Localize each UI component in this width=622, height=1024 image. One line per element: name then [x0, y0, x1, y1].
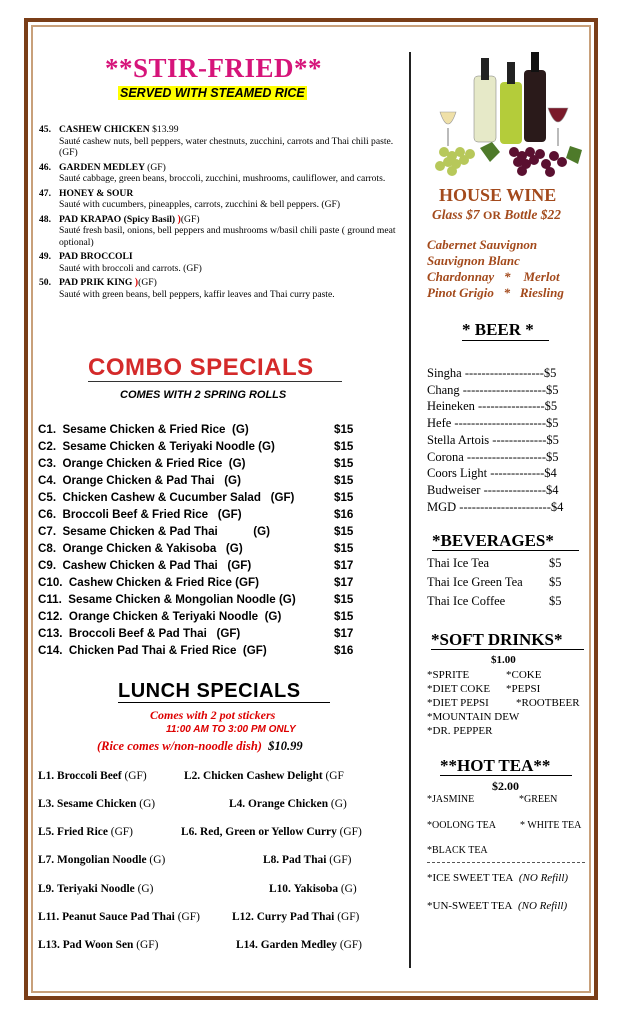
combo-item [38, 457, 358, 470]
wine-or: OR [483, 208, 502, 222]
ice-sweet-tea-note: (NO Refill) [518, 872, 569, 884]
beverage-price: $5 [549, 556, 562, 570]
lunch-item-tag: (GF) [337, 911, 360, 923]
stir-fried-title: **STIR-FRIED** [105, 53, 323, 83]
lunch-item [38, 883, 153, 895]
combo-item-label: C11. Sesame Chicken & Mongolian Noodle (G) [38, 593, 296, 606]
item-extra: $13.99 [152, 124, 179, 135]
lunch-item-name: Sesame Chicken [57, 798, 137, 810]
item-name: CASHEW CHICKEN [59, 124, 150, 135]
lunch-item [38, 798, 155, 810]
combo-item-label: C1. Sesame Chicken & Fried Rice (G) [38, 423, 249, 436]
combo-item-price: $16 [334, 508, 354, 521]
combo-item-price: $15 [334, 474, 354, 487]
item-description: Sauté with broccoli and carrots. (GF) [59, 262, 202, 274]
beverage-price: $5 [549, 594, 562, 608]
lunch-item-tag: (GF) [339, 939, 362, 951]
combo-item-label: C3. Orange Chicken & Fried Rice (G) [38, 457, 246, 470]
stir-fried-item-header [39, 124, 399, 136]
lunch-item [181, 826, 362, 838]
lunch-item-name: Fried Rice [57, 826, 108, 838]
combo-title: COMBO SPECIALS [88, 354, 314, 381]
lunch-item-name: Peanut Sauce Pad Thai [62, 911, 175, 923]
item-description: Sauté with green beans, bell peppers, kaffir leaves and Thai curry paste. [59, 288, 335, 300]
stir-fried-item [39, 251, 399, 274]
soft-drink-item: *DR. PEPPER [427, 725, 493, 737]
hot-tea-item: *OOLONG TEA [427, 820, 496, 831]
soft-drink-item: *PEPSI [506, 683, 541, 695]
beer-title: * BEER * [462, 320, 534, 339]
combo-item-price: $17 [334, 559, 354, 572]
item-number: 47. [39, 187, 51, 199]
combo-item [38, 508, 358, 521]
hot-tea-item: *GREEN [519, 794, 558, 805]
combo-subtitle: COMES WITH 2 SPRING ROLLS [120, 389, 287, 401]
soft-drink-item: *SPRITE [427, 669, 470, 681]
combo-item-price: $15 [334, 593, 354, 606]
lunch-item-number: L8. [263, 854, 280, 866]
lunch-item-tag: (G) [340, 883, 357, 895]
combo-item [38, 542, 358, 555]
wine-bottle-price: Bottle $22 [504, 207, 562, 222]
wine-bottles-image [430, 52, 588, 178]
combo-item-price: $16 [334, 644, 354, 657]
lunch-note-potstickers: Comes with 2 pot stickers [150, 708, 276, 722]
lunch-item-number: L5. [38, 826, 55, 838]
combo-item-label: C10. Cashew Chicken & Fried Rice (GF) [38, 576, 259, 589]
combo-item [38, 576, 358, 589]
lunch-item-name: Garden Medley [260, 939, 337, 951]
hot-tea-title-underline [440, 775, 572, 776]
lunch-item-name: Orange Chicken [248, 798, 329, 810]
lunch-item-name: Mongolian Noodle [57, 854, 147, 866]
hot-tea-item: *BLACK TEA [427, 845, 488, 856]
lunch-item-number: L10. [269, 883, 291, 895]
wine-line: Pinot Grigio * Riesling [427, 285, 564, 300]
soft-drink-item: *COKE [506, 669, 542, 681]
hot-tea-price: $2.00 [492, 779, 519, 793]
lunch-item-name: Chicken Cashew Delight [203, 770, 323, 782]
hot-tea-title: **HOT TEA** [440, 756, 551, 775]
item-name: GARDEN MEDLEY [59, 161, 145, 173]
stir-fried-item-header [39, 188, 399, 200]
lunch-rice-note: (Rice comes w/non-noodle dish) [97, 739, 262, 753]
lunch-item-name: Yakisoba [293, 883, 339, 895]
lunch-item-name: Pad Thai [282, 854, 327, 866]
lunch-item [229, 798, 347, 810]
combo-item-label: C2. Sesame Chicken & Teriyaki Noodle (G) [38, 440, 275, 453]
stir-fried-subtitle: SERVED WITH STEAMED RICE [120, 86, 305, 100]
lunch-item [232, 911, 359, 923]
item-number: 45. [39, 124, 51, 135]
lunch-item [38, 826, 133, 838]
item-extra: (GF) [147, 161, 166, 173]
combo-item [38, 423, 358, 436]
lunch-item-number: L11. [38, 911, 60, 923]
hot-tea-item: * WHITE TEA [520, 820, 582, 831]
spicy-pepper-icon: ) [177, 213, 181, 225]
soft-drink-item: *MOUNTAIN DEW [427, 711, 520, 723]
lunch-item-name: Teriyaki Noodle [57, 883, 135, 895]
combo-item-label: C7. Sesame Chicken & Pad Thai (G) [38, 525, 270, 538]
lunch-item-tag: (G) [137, 883, 154, 895]
wine-list [427, 237, 564, 301]
item-description: Sauté with cucumbers, pineapples, carrots, zucchini & bell peppers. (GF) [59, 199, 341, 210]
lunch-title-underline [118, 702, 330, 703]
lunch-item-tag: (GF) [339, 826, 362, 838]
lunch-item [269, 883, 357, 895]
lunch-item-number: L2. [184, 770, 201, 782]
stir-fried-item-header [39, 162, 399, 174]
beverages-title-underline [432, 550, 579, 551]
un-sweet-tea [427, 900, 567, 912]
lunch-item-tag: (GF) [177, 911, 200, 923]
soft-drinks-title-underline [431, 649, 584, 650]
combo-item [38, 610, 358, 623]
item-description: Sauté cabbage, green beans, broccoli, zucchini, mushrooms, cauliflower, and carrots. [59, 173, 386, 184]
lunch-item-name: Curry Pad Thai [256, 911, 335, 923]
lunch-item-tag: (GF) [136, 939, 159, 951]
combo-item-label: C14. Chicken Pad Thai & Fried Rice (GF) [38, 644, 267, 657]
combo-item-price: $15 [334, 542, 354, 555]
beverage-item [427, 575, 577, 590]
item-extra: (GF) [138, 277, 157, 288]
combo-item [38, 491, 358, 504]
combo-item-price: $15 [334, 440, 354, 453]
item-extra: (GF) [180, 213, 200, 225]
beer-item: Hefe ----------------------$5 [427, 416, 559, 431]
beverage-name: Thai Ice Tea [427, 556, 490, 570]
lunch-item-tag: (GF) [110, 826, 133, 838]
stir-fried-list [39, 124, 399, 303]
combo-item-price: $17 [334, 576, 354, 589]
item-description: Sauté fresh basil, onions, bell peppers and mushrooms w/basil chili paste ( ground meat optional) [59, 225, 396, 248]
item-name: PAD KRAPAO (Spicy Basil) [59, 213, 176, 225]
stir-fried-item [39, 162, 399, 185]
beverages-title: *BEVERAGES* [432, 531, 554, 550]
item-name: PAD BROCCOLI [59, 251, 133, 262]
ice-sweet-tea [427, 872, 568, 884]
item-number: 49. [39, 251, 51, 262]
combo-item-price: $15 [334, 525, 354, 538]
stir-fried-item-header [39, 251, 399, 263]
lunch-item-number: L3. [38, 798, 55, 810]
beer-title-underline [462, 340, 549, 341]
soft-drinks-price: $1.00 [491, 654, 516, 666]
combo-item-label: C6. Broccoli Beef & Fried Rice (GF) [38, 508, 242, 521]
column-divider [409, 52, 411, 968]
lunch-item-name: Red, Green or Yellow Curry [200, 826, 337, 838]
item-name: HONEY & SOUR [59, 187, 134, 199]
ice-sweet-tea-label: *ICE SWEET TEA [427, 872, 514, 884]
un-sweet-tea-label: *UN-SWEET TEA [427, 900, 513, 912]
combo-item [38, 440, 358, 453]
stir-fried-item [39, 277, 399, 300]
combo-item-label: C5. Chicken Cashew & Cucumber Salad (GF) [38, 491, 295, 504]
item-description: Sauté cashew nuts, bell peppers, water chestnuts, zucchini, carrots and Thai chili paste. (GF) [59, 135, 394, 158]
item-number: 50. [39, 277, 51, 288]
combo-item-label: C9. Cashew Chicken & Pad Thai (GF) [38, 559, 252, 572]
combo-item [38, 559, 358, 572]
lunch-item-tag: (GF) [329, 854, 352, 866]
lunch-item-number: L1. [38, 770, 55, 782]
combo-item-price: $15 [334, 457, 354, 470]
beverage-item [427, 594, 577, 609]
tea-divider [427, 862, 585, 863]
combo-item-label: C13. Broccoli Beef & Pad Thai (GF) [38, 627, 241, 640]
lunch-item [263, 854, 351, 866]
lunch-item-tag: (G) [330, 798, 347, 810]
lunch-item-tag: (GF) [124, 770, 147, 782]
hot-tea-item: *JASMINE [427, 794, 475, 805]
combo-item-label: C4. Orange Chicken & Pad Thai (G) [38, 474, 241, 487]
combo-item-price: $15 [334, 491, 354, 504]
beer-item: Corona -------------------$5 [427, 449, 559, 464]
lunch-item-tag: (G) [139, 798, 156, 810]
combo-item [38, 593, 358, 606]
stir-fried-item [39, 124, 399, 159]
stir-fried-item [39, 188, 399, 211]
lunch-item-tag: (GF [325, 770, 344, 782]
soft-drink-item: *DIET COKE [427, 683, 491, 695]
lunch-item-number: L6. [181, 826, 198, 838]
lunch-item-tag: (G) [149, 854, 166, 866]
stir-fried-item [39, 214, 399, 249]
wine-glass-price: Glass $7 [432, 207, 480, 222]
stir-fried-item-header [39, 214, 399, 226]
lunch-item-number: L7. [38, 854, 55, 866]
lunch-item-number: L4. [229, 798, 246, 810]
lunch-item-name: Broccoli Beef [57, 770, 122, 782]
wine-line: Sauvignon Blanc [427, 253, 520, 268]
beer-item: Stella Artois -------------$5 [427, 432, 559, 447]
beer-item: Budweiser ---------------$4 [427, 482, 559, 497]
beer-item: Heineken ----------------$5 [427, 399, 558, 414]
combo-item-price: $15 [334, 610, 354, 623]
beverage-name: Thai Ice Green Tea [427, 575, 523, 589]
lunch-item-number: L9. [38, 883, 55, 895]
lunch-price: $10.99 [268, 739, 303, 753]
lunch-item [38, 770, 147, 782]
item-name: PAD PRIK KING [59, 277, 133, 288]
un-sweet-tea-note: (NO Refill) [517, 900, 568, 912]
combo-item-label: C8. Orange Chicken & Yakisoba (G) [38, 542, 243, 555]
lunch-item-number: L13. [38, 939, 60, 951]
beer-item: Chang --------------------$5 [427, 382, 559, 397]
beverage-item [427, 556, 577, 571]
house-wine-title: HOUSE WINE [439, 185, 557, 205]
lunch-title: LUNCH SPECIALS [118, 680, 301, 702]
lunch-note-hours: 11:00 AM TO 3:00 PM ONLY [166, 724, 296, 735]
beer-item: Coors Light -------------$4 [427, 466, 557, 481]
lunch-item-name: Pad Woon Sen [62, 939, 134, 951]
lunch-note-rice [97, 739, 303, 754]
combo-item [38, 525, 358, 538]
stir-fried-item-header [39, 277, 399, 289]
combo-title-underline [88, 381, 342, 382]
combo-item [38, 474, 358, 487]
item-number: 46. [39, 161, 51, 173]
lunch-item [38, 854, 165, 866]
soft-drink-item: *DIET PEPSI [427, 697, 489, 709]
combo-item-price: $15 [334, 423, 354, 436]
lunch-item-number: L14. [236, 939, 258, 951]
wine-line: Cabernet Sauvignon [427, 237, 538, 252]
soft-drink-item: *ROOTBEER [516, 697, 580, 709]
wine-line: Chardonnay * Merlot [427, 269, 560, 284]
lunch-item-number: L12. [232, 911, 254, 923]
beer-item: MGD ----------------------$4 [427, 499, 564, 514]
lunch-item [38, 939, 158, 951]
beer-item: Singha -------------------$5 [427, 366, 557, 380]
combo-item-label: C12. Orange Chicken & Teriyaki Noodle (G) [38, 610, 282, 623]
beverage-price: $5 [549, 575, 562, 589]
lunch-item [184, 770, 344, 782]
combo-item [38, 644, 358, 657]
beverage-name: Thai Ice Coffee [427, 594, 506, 608]
combo-item [38, 627, 358, 640]
house-wine-price [432, 207, 561, 223]
item-number: 48. [39, 213, 51, 225]
lunch-item [236, 939, 362, 951]
combo-item-price: $17 [334, 627, 354, 640]
lunch-item [38, 911, 200, 923]
spicy-pepper-icon: ) [134, 277, 139, 288]
soft-drinks-title: *SOFT DRINKS* [431, 630, 563, 649]
